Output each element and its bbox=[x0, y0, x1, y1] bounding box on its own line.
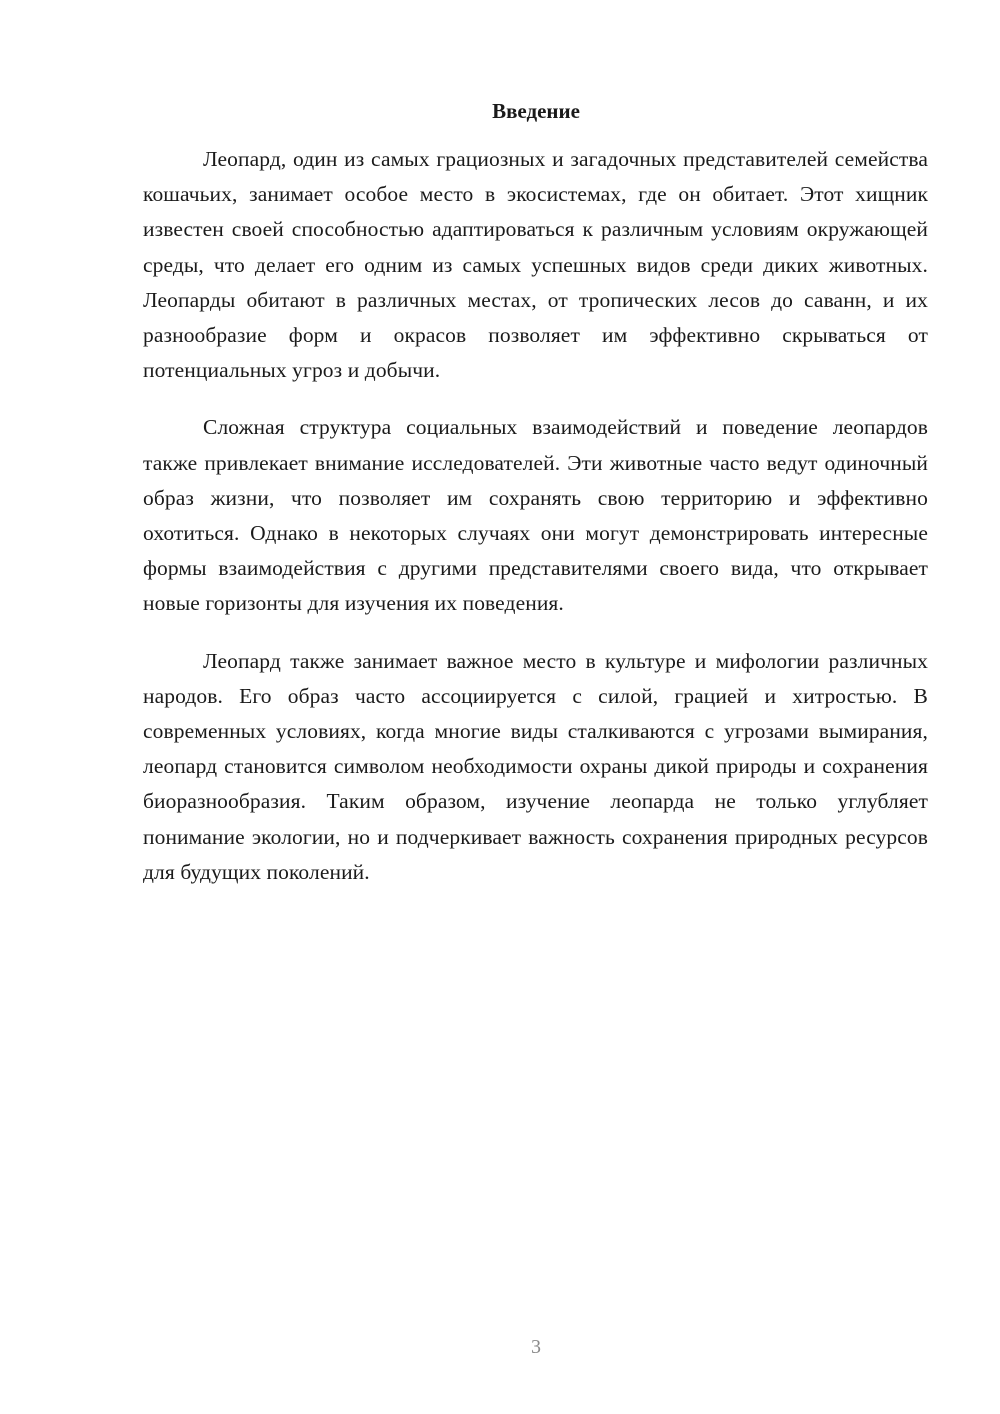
paragraph-1: Леопард, один из самых грациозных и загадочных представителей семейства кошачьих, занимает особое место в экосистемах, где он обитает. Этот хищник известен своей способностью адаптироваться к различным условиям окружающей среды, что делает его одним из самых успешных видов среди диких животных. Леопарды обитают в различных местах, от тропических лесов до саванн, и их разнообразие форм и окрасов позволяет им эффективно скрываться от потенциальных угроз и добычи. bbox=[143, 147, 928, 383]
page-number: 3 bbox=[531, 1336, 541, 1358]
section-heading: Введение bbox=[492, 99, 580, 123]
paragraph-3: Леопард также занимает важное место в культуре и мифологии различных народов. Его образ часто ассоциируется с силой, грацией и хитростью. В современных условиях, когда многие виды сталкиваются с угрозами вымирания, леопард становится символом необходимости охраны дикой природы и сохранения биоразнообразия. Таким образом, изучение леопарда не только углубляет понимание экологии, но и подчеркивает важность сохранения природных ресурсов для будущих поколений. bbox=[143, 648, 928, 884]
body-text bbox=[143, 142, 928, 912]
paragraph-2: Сложная структура социальных взаимодействий и поведение леопардов также привлекает внимание исследователей. Эти животные часто ведут одиночный образ жизни, что позволяет им сохранять свою территорию и эффективно охотиться. Однако в некоторых случаях они могут демонстрировать интересные формы взаимодействия с другими представителями своего вида, что открывает новые горизонты для изучения их поведения. bbox=[143, 415, 928, 616]
